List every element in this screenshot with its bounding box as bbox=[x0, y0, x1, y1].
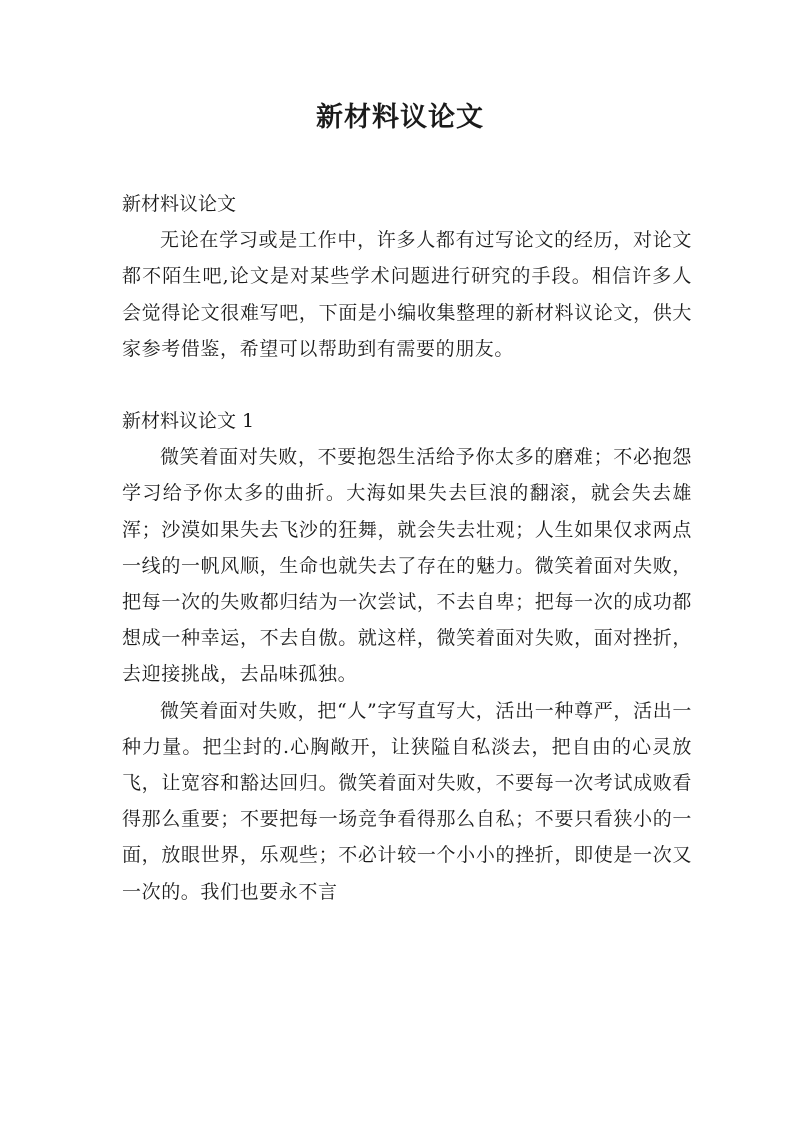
paragraph-spacer bbox=[122, 367, 692, 403]
document-title: 新材料议论文 bbox=[316, 102, 484, 133]
section-1-heading: 新材料议论文 1 bbox=[122, 410, 255, 433]
document-body bbox=[122, 186, 692, 910]
intro-paragraph: 无论在学习或是工作中，许多人都有过写论文的经历，对论文都不陌生吧,论文是对某些学术问题进行研究的手段。相信许多人会觉得论文很难写吧，下面是小编收集整理的新材料议论文，供大家参考借鉴，希望可以帮助到有需要的朋友。 bbox=[122, 229, 692, 360]
section-1-paragraph-1: 微笑着面对失败，不要抱怨生活给予你太多的磨难；不必抱怨学习给予你太多的曲折。大海如果失去巨浪的翻滚，就会失去雄浑；沙漠如果失去飞沙的狂舞，就会失去壮观；人生如果仅求两点一线的一帆风顺，生命也就失去了存在的魅力。微笑着面对失败，把每一次的失败都归结为一次尝试，不去自卑；把每一次的成功都想成一种幸运，不去自傲。就这样，微笑着面对失败，面对挫折，去迎接挑战，去品味孤独。 bbox=[122, 446, 692, 686]
section-1-paragraph-2: 微笑着面对失败，把“人”字写直写大，活出一种尊严，活出一种力量。把尘封的.心胸敞开，让狭隘自私淡去，把自由的心灵放飞，让宽容和豁达回归。微笑着面对失败，不要每一次考试成败看得那么重要；不要把每一场竞争看得那么自私；不要只看狭小的一面，放眼世界，乐观些；不必计较一个小小的挫折，即使是一次又一次的。我们也要永不言 bbox=[122, 699, 692, 903]
intro-heading: 新材料议论文 bbox=[122, 193, 237, 215]
